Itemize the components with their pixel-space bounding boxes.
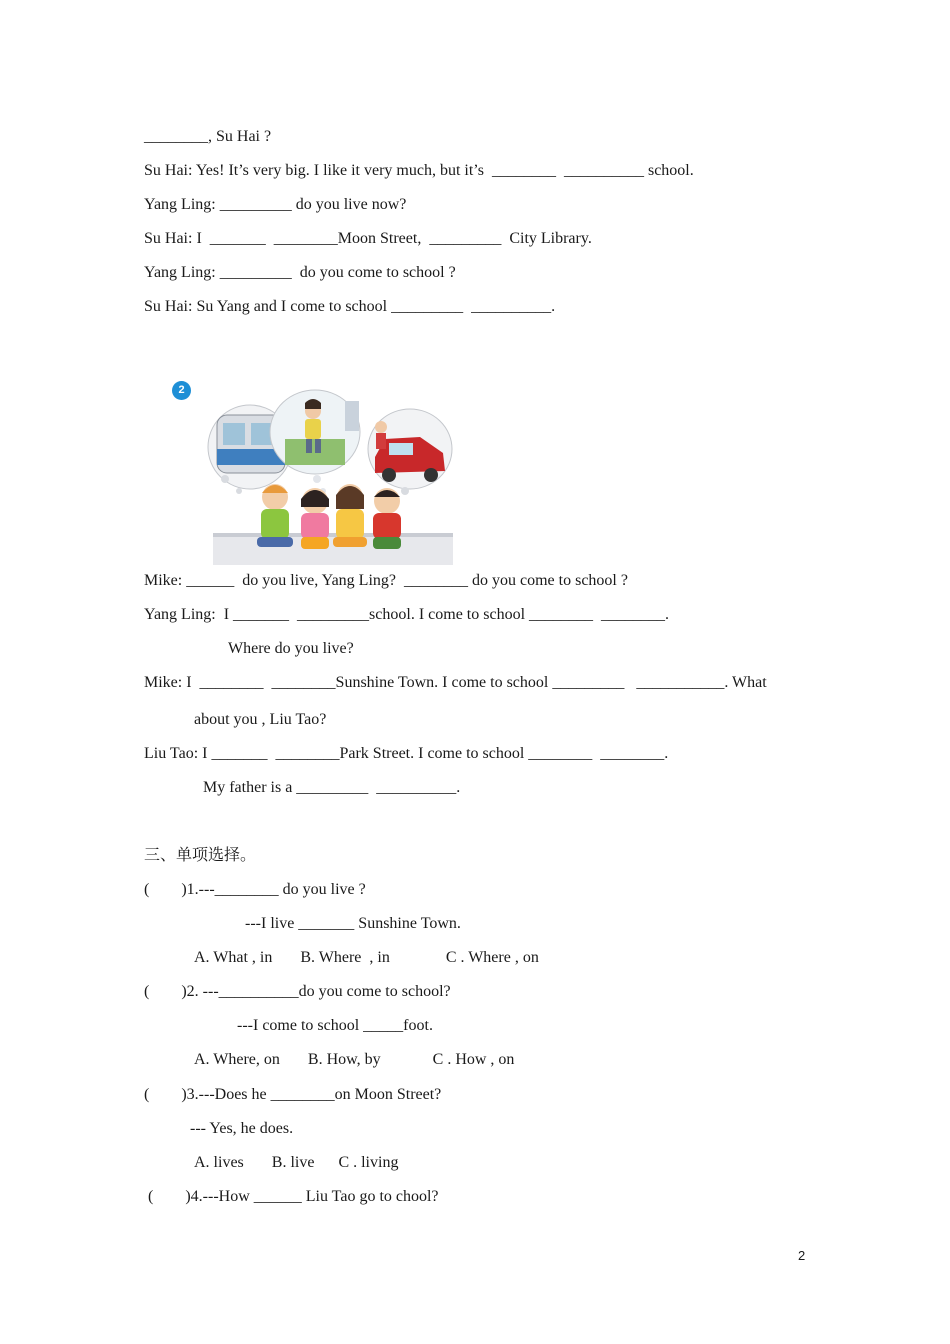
figure-number-badge: 2	[172, 381, 191, 400]
kids-transport-illustration	[205, 387, 457, 567]
dialogue-line: My father is a _________ __________.	[203, 779, 461, 796]
question-line: ( )3.---Does he ________on Moon Street?	[144, 1086, 442, 1103]
question-line: --- Yes, he does.	[190, 1120, 294, 1137]
dialogue-line: Yang Ling: _________ do you come to school ?	[144, 264, 456, 281]
dialogue-line: Yang Ling: I _______ _________school. I come to school ________ ________.	[144, 606, 670, 623]
question-line: ---I come to school _____foot.	[237, 1017, 433, 1034]
answer-options: A. What , in B. Where , in C . Where , on	[194, 949, 539, 966]
question-line: ( )2. ---__________do you come to school?	[144, 983, 451, 1000]
dialogue-line: Su Hai: Yes! It’s very big. I like it very much, but it’s ________ __________ school.	[144, 162, 694, 179]
answer-options: A. lives B. live C . living	[194, 1154, 399, 1171]
question-line: ( )1.---________ do you live ?	[144, 881, 366, 898]
section-title: 三、单项选择。	[144, 847, 257, 864]
dialogue-line: Su Hai: Su Yang and I come to school _________ __________.	[144, 298, 556, 315]
answer-options: A. Where, on B. How, by C . How , on	[194, 1051, 515, 1068]
question-line: ---I live _______ Sunshine Town.	[245, 915, 461, 932]
dialogue-line: about you , Liu Tao?	[194, 711, 327, 728]
question-line: ( )4.---How ______ Liu Tao go to chool?	[148, 1188, 439, 1205]
dialogue-line: Mike: I ________ ________Sunshine Town. I come to school _________ ___________. What	[144, 674, 767, 691]
dialogue-line: Yang Ling: _________ do you live now?	[144, 196, 407, 213]
dialogue-line: ________, Su Hai ?	[144, 128, 272, 145]
dialogue-line: Mike: ______ do you live, Yang Ling? ________ do you come to school ?	[144, 572, 628, 589]
dialogue-line: Liu Tao: I _______ ________Park Street. I come to school ________ ________.	[144, 745, 669, 762]
page-number: 2	[798, 1248, 806, 1263]
dialogue-line: Su Hai: I _______ ________Moon Street, _________ City Library.	[144, 230, 592, 247]
dialogue-line: Where do you live?	[228, 640, 354, 657]
